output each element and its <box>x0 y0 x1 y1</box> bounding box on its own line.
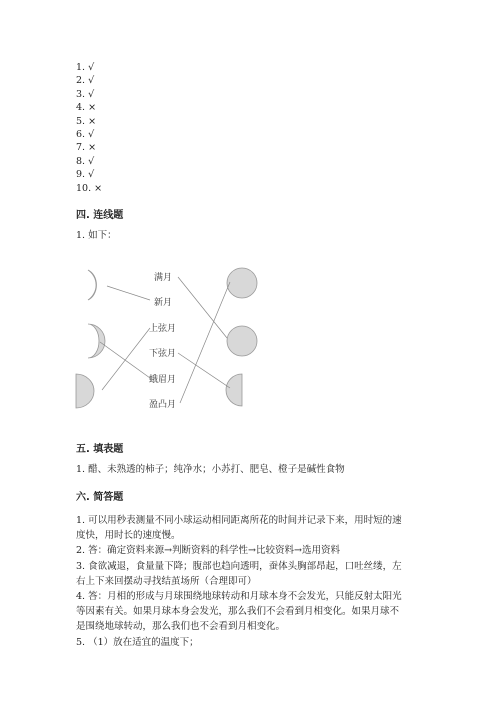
answer-item: 3. √ <box>76 88 95 100</box>
answer-item: 6. √ <box>76 129 95 141</box>
full-moon-icon <box>227 268 257 298</box>
label-last-quarter: 下弦月 <box>149 349 177 359</box>
answer-item: 2. √ <box>76 75 95 87</box>
label-gibbous: 盈凸月 <box>149 400 177 410</box>
answer-item: 10. × <box>76 182 103 194</box>
table-answer: 1. 醋、未熟透的柿子；纯净水；小苏打、肥皂、橙子是碱性食物 <box>76 464 345 475</box>
label-full-moon: 满月 <box>154 273 173 283</box>
answer-list <box>76 61 102 195</box>
answer-line: 1. 可以用秒表测量不同小球运动相同距离所花的时间并记录下来，用时短的速 <box>76 515 402 526</box>
gibbous-moon-icon <box>227 326 257 356</box>
moon-phase-matching-diagram <box>70 258 285 418</box>
answer-line: 3. 食欲减退，食量量下降；腹部也趋向透明，蚕体头胸部昂起，口吐丝缕，左 <box>76 560 402 572</box>
section-heading-short-answer: 六. 简答题 <box>76 492 124 503</box>
answer-line: 4. 答：月相的形成与月球围绕地球转动和月球本身不会发光，只能反射太阳光 <box>76 591 402 603</box>
match-line <box>102 328 150 390</box>
answer-item: 9. √ <box>76 169 95 181</box>
answer-line: 2. 答：确定资料来源→判断资料的科学性→比较资料→选用资料 <box>76 545 340 557</box>
matching-item: 1. 如下： <box>76 230 117 241</box>
crescent-moon-icon <box>88 324 105 358</box>
answer-item: 7. × <box>76 142 97 154</box>
answer-item: 4. × <box>76 102 97 114</box>
label-crescent: 蛾眉月 <box>149 375 177 385</box>
label-first-quarter: 上弦月 <box>149 324 177 334</box>
half-moon-icon <box>76 374 94 408</box>
answer-line: 等因素有关。如果月球本身会发光，那么我们不会看到月相变化。如果月球不 <box>76 606 400 618</box>
section-heading-table: 五. 填表题 <box>76 444 124 455</box>
answer-line: 5. （1）放在适宜的温度下； <box>76 636 199 648</box>
waning-crescent-moon-icon <box>88 270 96 300</box>
match-line <box>180 282 230 403</box>
answer-item: 8. √ <box>76 155 95 167</box>
answer-item: 5. × <box>76 115 97 127</box>
answer-line: 度快，用时长的速度慢。 <box>76 530 181 542</box>
answer-line: 右上下来回摆动寻找结茧场所（合理即可） <box>76 575 257 587</box>
last-quarter-moon-icon <box>226 374 242 406</box>
section-heading-matching: 四. 连线题 <box>76 210 124 221</box>
label-new-moon: 新月 <box>154 298 173 308</box>
answer-line: 是围绕地球转动，那么我们也不会看到月相变化。 <box>76 621 286 633</box>
match-line <box>107 286 150 300</box>
match-line <box>178 353 230 388</box>
answer-item: 1. √ <box>76 62 95 73</box>
short-answer-block <box>76 513 426 650</box>
